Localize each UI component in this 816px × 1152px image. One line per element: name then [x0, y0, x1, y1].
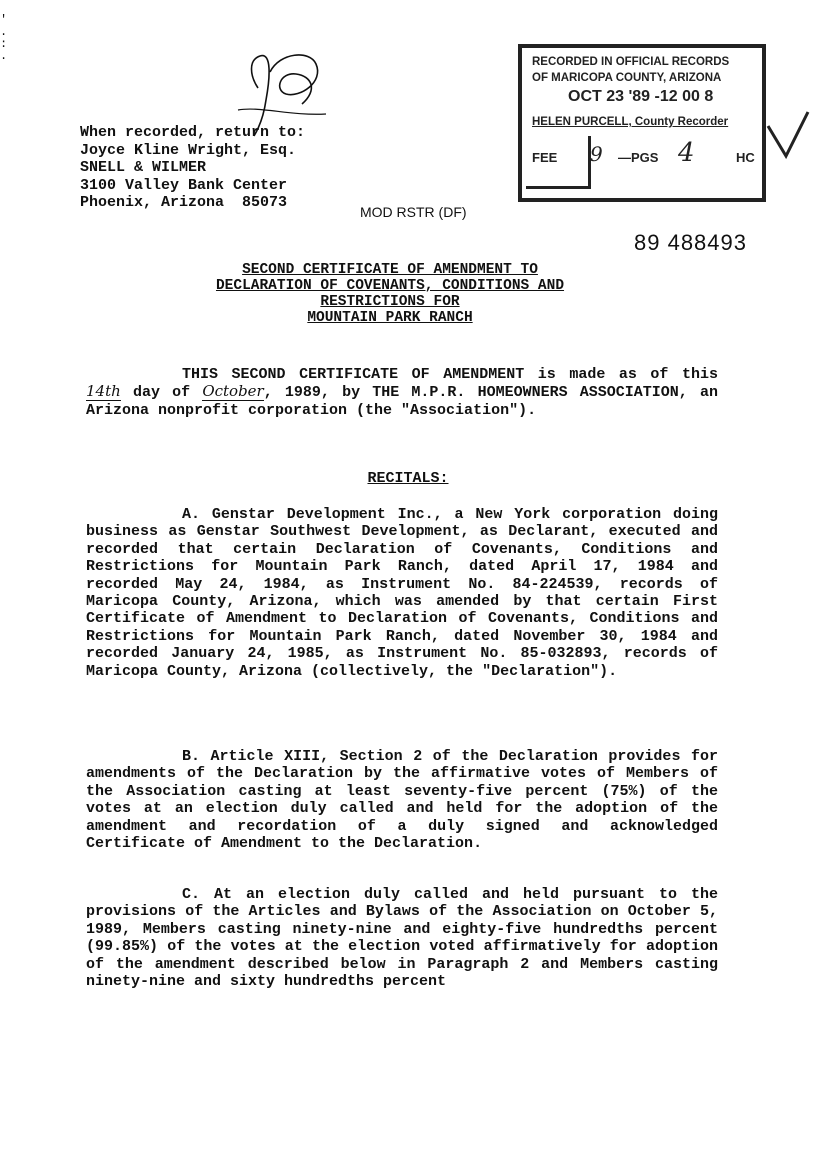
- return-address-line: Phoenix, Arizona 85073: [80, 194, 288, 211]
- stamp-fee-value: 9: [590, 142, 603, 166]
- return-address-line: When recorded, return to:: [80, 124, 306, 141]
- title-line: SECOND CERTIFICATE OF AMENDMENT TO: [242, 262, 538, 278]
- check-mark-icon: [764, 106, 812, 166]
- intro-text: THIS SECOND CERTIFICATE OF AMENDMENT is made as of this: [182, 366, 718, 383]
- recital-b-text: B. Article XIII, Section 2 of the Declaration provides for amendments of the Declaration by the affirmative votes of Members of the Association casting at least seventy-five percent (75%) of the votes at an election duly called and held for the adoption of the amendment and recordation of a duly signed and acknowledged Certificate of Amendment to the Declaration.: [86, 748, 718, 853]
- document-number: 89 488493: [634, 230, 747, 255]
- stamp-pgs-label: —PGS: [618, 150, 659, 165]
- document-title: [160, 262, 620, 326]
- recital-a: [86, 506, 718, 680]
- recorder-stamp: [518, 44, 766, 202]
- title-line: MOUNTAIN PARK RANCH: [307, 310, 473, 326]
- stamp-date: OCT 23 '89 -12 00 8: [568, 88, 714, 105]
- handwritten-month: October: [202, 382, 264, 401]
- stamp-fee-label: FEE: [532, 150, 558, 165]
- scan-edge-marks: ' . : .: [0, 13, 8, 63]
- title-line: RESTRICTIONS FOR: [320, 294, 460, 310]
- intro-text: , 1989, by THE M.P.R. HOMEOWNERS ASSOCIATION, an Arizona nonprofit corporation (the "Association").: [86, 384, 718, 419]
- stamp-pgs-value: 4: [678, 138, 695, 168]
- stamp-recorder: HELEN PURCELL, County Recorder: [532, 116, 729, 128]
- recitals-heading: RECITALS:: [367, 470, 449, 487]
- recital-b: [86, 748, 718, 852]
- recital-c-text: C. At an election duly called and held pursuant to the provisions of the Articles and Bylaws of the Association on October 5, 1989, Members casting ninety-nine and eighty-five hundredths percent (99.85%) of the votes at the election voted affirmatively for adoption of the amendment described below in Paragraph 2 and Members casting ninety-nine and sixty hundredths percent: [86, 886, 718, 991]
- recital-a-text: A. Genstar Development Inc., a New York corporation doing business as Genstar Southwest Development, as Declarant, executed and recorded that certain Declaration of Covenants, Conditions and Restrictions for Mountain Park Ranch, dated April 17, 1984 and recorded May 24, 1984, as Instrument No. 84-224539, records of Maricopa County, Arizona, which was amended by that certain First Certificate of Amendment to Declaration of Covenants, Conditions and Restrictions for Mountain Park Ranch, dated November 30, 1984 and recorded January 24, 1985, as Instrument No. 85-032893, records of Maricopa County, Arizona (collectively, the "Declaration").: [86, 506, 718, 680]
- stamp-hc-label: HC: [736, 150, 755, 165]
- return-address-block: [80, 124, 305, 212]
- return-address-line: SNELL & WILMER: [80, 159, 207, 176]
- stamp-line: RECORDED IN OFFICIAL RECORDS: [532, 56, 730, 68]
- handwritten-day: 14th: [86, 382, 121, 401]
- intro-paragraph: [86, 366, 718, 419]
- recital-c: [86, 886, 718, 990]
- intro-text: day of: [132, 384, 191, 402]
- return-address-line: Joyce Kline Wright, Esq.: [80, 141, 297, 159]
- mod-rstr-label: MOD RSTR (DF): [360, 204, 467, 220]
- return-address-line: 3100 Valley Bank Center: [80, 176, 288, 194]
- stamp-line: OF MARICOPA COUNTY, ARIZONA: [532, 72, 722, 84]
- title-line: DECLARATION OF COVENANTS, CONDITIONS AND: [215, 278, 565, 294]
